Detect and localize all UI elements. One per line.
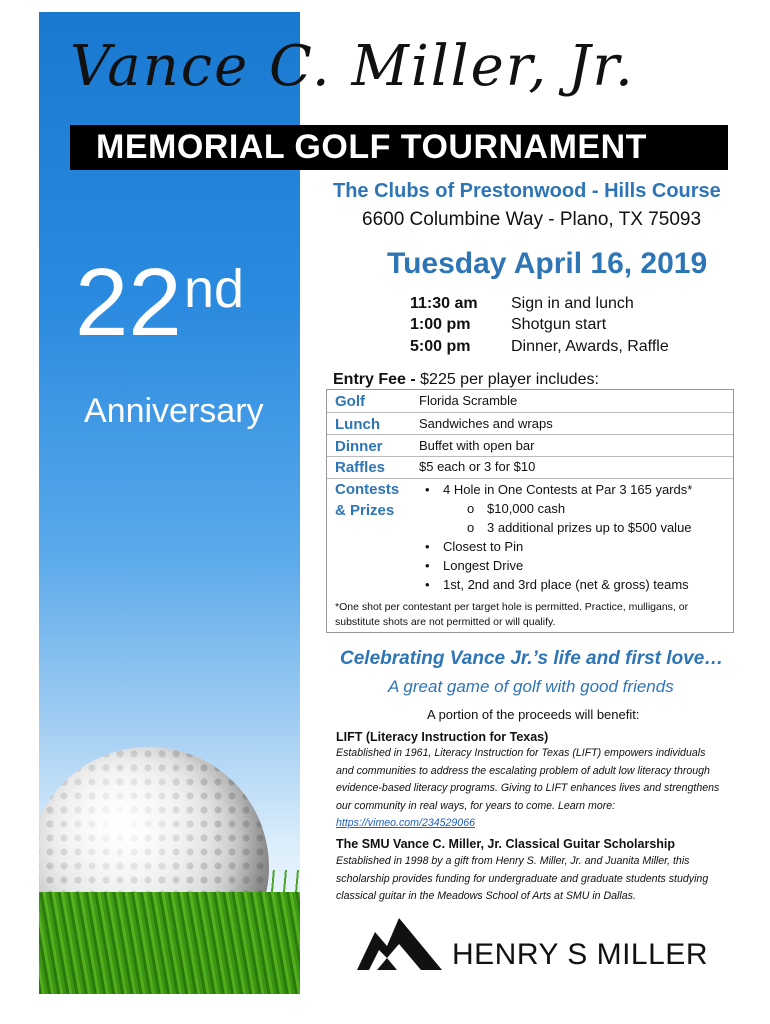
contests-label: Contests xyxy=(335,481,400,498)
include-desc: Florida Scramble xyxy=(419,393,518,408)
logo-text: HENRY S MILLER xyxy=(452,938,708,971)
proceeds-intro: A portion of the proceeds will benefit: xyxy=(427,707,640,722)
table-row xyxy=(327,456,733,479)
tagline-main: Celebrating Vance Jr.’s life and first love… xyxy=(340,648,724,669)
include-item: Raffles xyxy=(335,459,386,476)
include-item: Lunch xyxy=(335,416,380,433)
sub-bullet-icon: o xyxy=(467,501,475,516)
banner-title: MEMORIAL GOLF TOURNAMENT xyxy=(96,128,647,166)
contest-bullet: 4 Hole in One Contests at Par 3 165 yards* xyxy=(443,482,693,497)
script-title: Vance C. Miller, Jr. xyxy=(70,34,635,99)
table-row xyxy=(327,390,733,413)
schedule-time: 1:00 pm xyxy=(410,316,471,333)
venue-address: 6600 Columbine Way - Plano, TX 75093 xyxy=(362,209,702,230)
beneficiary-description: Established in 1961, Literacy Instruction for Texas (LIFT) empowers individuals and communities to address the escalating problem of adult low literacy through evidence-based literacy programs. Giving to LIFT enhances lives and strengthens our community in real ways, for years to come. Learn more: xyxy=(336,747,720,812)
entry-fee-text: $225 per player includes: xyxy=(420,371,599,388)
contest-sub-bullet: 3 additional prizes up to $500 value xyxy=(487,520,692,535)
anniversary-suffix: nd xyxy=(184,259,245,319)
include-item: Golf xyxy=(335,393,365,410)
lift-video-link[interactable]: https://vimeo.com/234529066 xyxy=(336,817,475,829)
schedule-event: Shotgun start xyxy=(511,316,607,333)
beneficiary-title: LIFT (Literacy Instruction for Texas) xyxy=(336,730,549,744)
beneficiary-title: The SMU Vance C. Miller, Jr. Classical Guitar Scholarship xyxy=(336,837,676,851)
schedule-time: 11:30 am xyxy=(410,295,478,312)
schedule-time: 5:00 pm xyxy=(410,338,471,355)
include-desc: $5 each or 3 for $10 xyxy=(419,459,536,474)
contest-bullet: 1st, 2nd and 3rd place (net & gross) teams xyxy=(443,577,689,592)
bullet-icon: • xyxy=(425,577,430,592)
tagline-sub: A great game of golf with good friends xyxy=(388,677,674,696)
contest-note: *One shot per contestant per target hole is permitted. Practice, mulligans, or substitute shots are not permitted or will qualify. xyxy=(335,601,689,628)
beneficiary-description: Established in 1998 by a gift from Henry S. Miller, Jr. and Juanita Miller, this scholarship provides funding for undergraduate and graduate students studying classical guitar in the Meadows School of Arts at SMU in Dallas. xyxy=(336,855,709,902)
anniversary-word: Anniversary xyxy=(84,392,264,430)
include-desc: Sandwiches and wraps xyxy=(419,416,553,431)
venue-name: The Clubs of Prestonwood - Hills Course xyxy=(333,180,721,202)
entry-fee xyxy=(333,371,599,389)
includes-table xyxy=(326,389,734,633)
schedule-event: Dinner, Awards, Raffle xyxy=(511,338,669,355)
contest-sub-bullet: $10,000 cash xyxy=(487,501,566,516)
contest-bullet: Longest Drive xyxy=(443,558,524,573)
prizes-label: & Prizes xyxy=(335,502,395,519)
bullet-icon: • xyxy=(425,558,430,573)
event-date: Tuesday April 16, 2019 xyxy=(387,247,708,280)
include-item: Dinner xyxy=(335,438,383,455)
bullet-icon: • xyxy=(425,539,430,554)
table-row xyxy=(327,434,733,457)
beneficiary-body xyxy=(336,745,721,833)
schedule-event: Sign in and lunch xyxy=(511,295,634,312)
sub-bullet-icon: o xyxy=(467,520,475,535)
entry-fee-label: Entry Fee - xyxy=(333,371,416,388)
anniversary-number: 22 xyxy=(75,249,182,356)
table-row xyxy=(327,412,733,435)
henry-s-miller-logo-icon xyxy=(357,918,442,970)
bullet-icon: • xyxy=(425,482,430,497)
contest-bullet: Closest to Pin xyxy=(443,539,524,554)
grass-image xyxy=(39,892,300,994)
include-desc: Buffet with open bar xyxy=(419,438,535,453)
